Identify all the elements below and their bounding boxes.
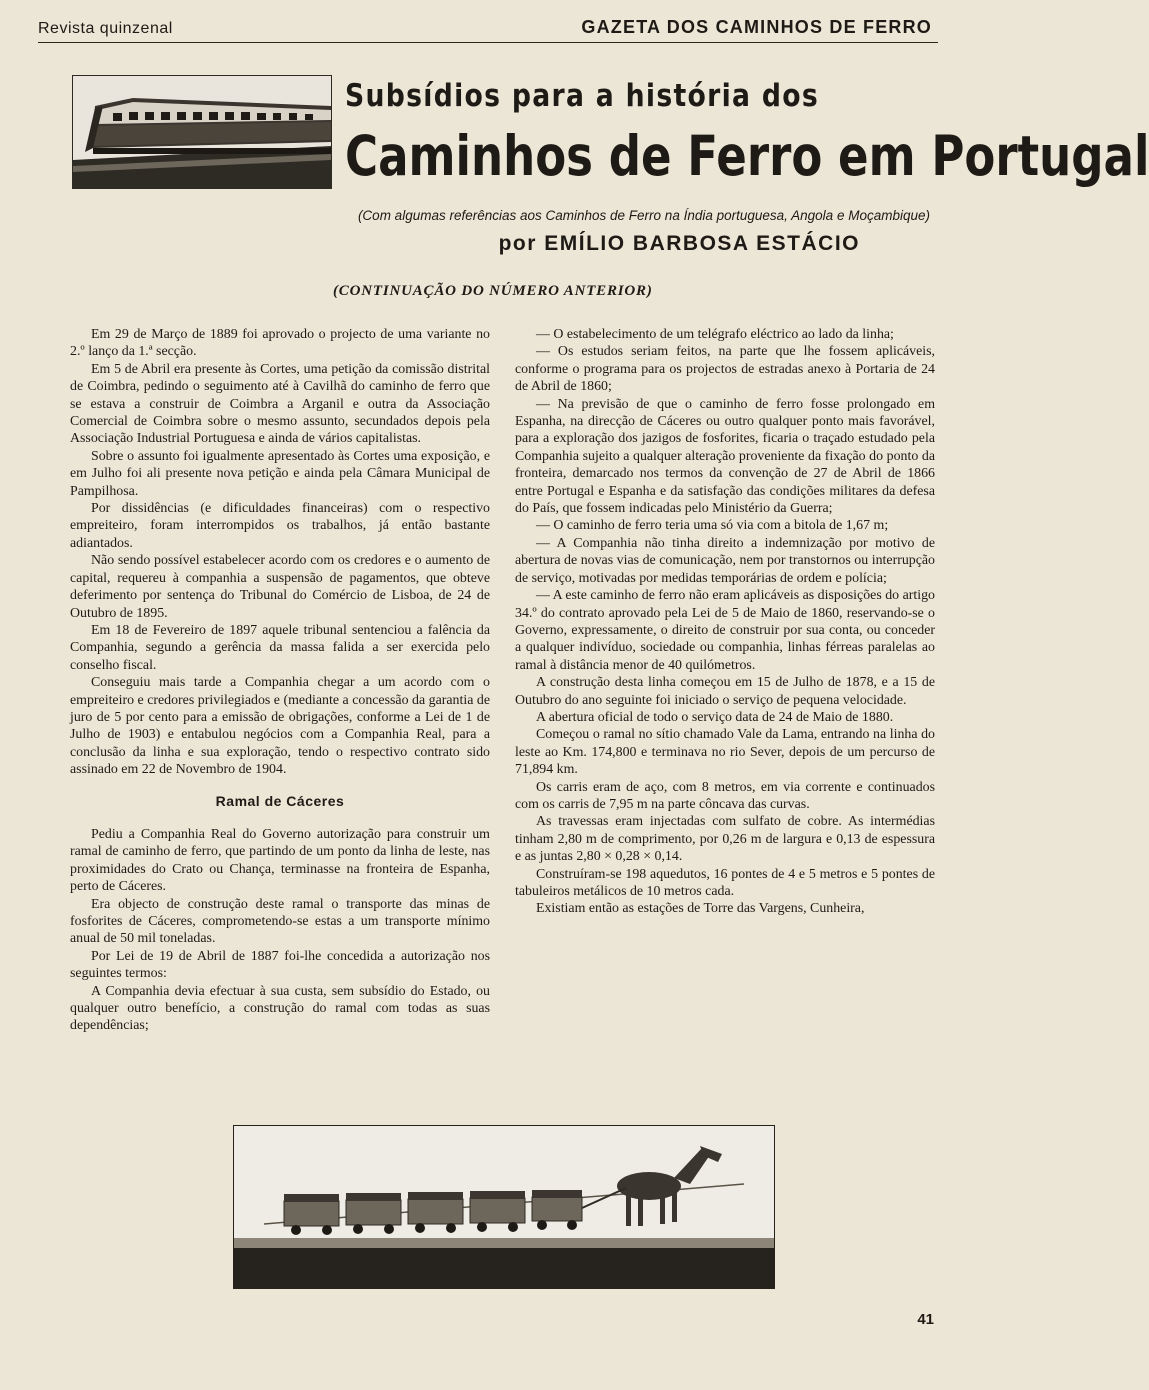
paragraph: Por dissidências (e dificuldades financeiras) com o respectivo empreiteiro, foram interrompidos os trabalhos, já então bastante adiantados. [70, 501, 490, 551]
paragraph: A abertura oficial de todo o serviço data de 24 de Maio de 1880. [536, 709, 894, 725]
paragraph: — A Companhia não tinha direito a indemnização por motivo de abertura de novas vias de comunicação, nem por transtornos ou interrupção de serviço, motivadas por medidas temporárias de ordem e polícia; [515, 535, 935, 586]
paragraph: Era objecto de construção deste ramal o transporte das minas de fosforites de Cáceres, comprometendo-se estas a um transporte mínimo anual de 50 mil toneladas. [70, 896, 490, 947]
article-byline: por EMÍLIO BARBOSA ESTÁCIO [498, 232, 860, 255]
train-illustration [72, 75, 332, 189]
paragraph: Começou o ramal no sítio chamado Vale da Lama, entrando na linha do leste ao Km. 174,800 e terminava no rio Sever, depois de um percurso de 71,894 km. [515, 727, 935, 778]
running-header-left: Revista quinzenal [38, 20, 173, 37]
paragraph: — Os estudos seriam feitos, na parte que lhe fossem aplicáveis, conforme o programa para os projectos de estradas anexo à Portaria de 24 de Abril de 1860; [515, 344, 935, 395]
article-title-line-2: Caminhos de Ferro em Portugal [345, 124, 1149, 188]
paragraph: — O caminho de ferro teria uma só via com a bitola de 1,67 m; [536, 518, 889, 534]
paragraph: Não sendo possível estabelecer acordo com os credores e o aumento de capital, requereu à companhia a suspensão de pagamentos, que obteve deferimento por sentença do Tribunal do Comércio de Lisboa, de 24 de Outubro de 1895. [70, 553, 490, 621]
header-rule [38, 42, 938, 43]
paragraph: Em 29 de Março de 1889 foi aprovado o projecto de uma variante no 2.º lanço da 1.ª secção. [70, 327, 490, 360]
paragraph: Em 18 de Fevereiro de 1897 aquele tribunal sentenciou a falência da Companhia, segundo a gerência da massa falida a ser exercida pelo conselho fiscal. [70, 622, 490, 673]
paragraph: As travessas eram injectadas com sulfato de cobre. As intermédias tinham 2,80 m de comprimento, por 0,26 m de largura e 0,13 de espessura e as juntas 2,80 × 0,28 × 0,14. [515, 814, 935, 865]
article-subtitle: (Com algumas referências aos Caminhos de Ferro na Índia portuguesa, Angola e Moçambique) [357, 208, 930, 223]
paragraph: Existiam então as estações de Torre das Vargens, Cunheira, [536, 901, 865, 917]
running-header-right: GAZETA DOS CAMINHOS DE FERRO [581, 17, 932, 37]
paragraph: — O estabelecimento de um telégrafo eléctrico ao lado da linha; [536, 327, 894, 342]
paragraph: — A este caminho de ferro não eram aplicáveis as disposições do artigo 34.º do contrato aprovado pela Lei de 5 de Maio de 1860, reservando-se o Governo, expressamente, o direito de construir por sua conta, ou conceder a qualquer indivíduo, sociedade ou companhia, linhas férreas paralelas ao ramal à distância menor de 40 quilómetros. [515, 588, 935, 673]
paragraph: — Na previsão de que o caminho de ferro fosse prolongado em Espanha, na direcção de Cáceres ou outro qualquer ponto mais favorável, para a exploração dos jazigos de fosforites, ficaria o traçado estudado pela Companhia sujeito a qualquer alteração proveniente da fixação do ponto da fronteira, demarcado nos termos da convenção de 27 de Abril de 1866 entre Portugal e Espanha e da satisfação das condições militares da defesa do País, que fossem indicadas pelo Ministério da Guerra; [515, 396, 935, 517]
paragraph: Conseguiu mais tarde a Companhia chegar a um acordo com o empreiteiro e credores privilegiados e (mediante a concessão da garantia de juro de 5 por cento para a emissão de obrigações, conforme a Lei de 1 de Julho de 1903) e entabulou negócios com a Companhia Real, para a conclusão da linha e sua exploração, tendo o respectivo contrato sido assinado em 22 de Novembro de 1904. [70, 675, 490, 778]
paragraph: Em 5 de Abril era presente às Cortes, uma petição da comissão distrital de Coimbra, pedindo o seguimento até à Cavilhã do caminho de ferro que se estava a construir de Coimbra a Arganil e outra da Associação Comercial de Coimbra sobre o mesmo assunto, secundados depois pela Associação Industrial Portuguesa e ainda de vários capitalistas. [70, 361, 490, 447]
paragraph: A construção desta linha começou em 15 de Julho de 1878, e a 15 de Outubro do ano seguinte foi iniciado o serviço de pequena velocidade. [515, 675, 935, 708]
horse-drawn-wagons-photo [233, 1125, 775, 1289]
right-column [515, 326, 935, 918]
paragraph: Os carris eram de aço, com 8 metros, em via corrente e continuados com os carris de 7,95 m na parte côncava das curvas. [515, 779, 935, 812]
paragraph: Por Lei de 19 de Abril de 1887 foi-lhe concedida a autorização nos seguintes termos: [70, 948, 490, 982]
paragraph: Construíram-se 198 aquedutos, 16 pontes de 4 e 5 metros e 5 pontes de tabuleiros metálicos de 10 metros cada. [515, 866, 935, 899]
paragraph: Pediu a Companhia Real do Governo autorização para construir um ramal de caminho de ferro, que partindo de um ponto da linha de leste, nas proximidades do Crato ou Chança, terminasse na fronteira de Espanha, perto de Cáceres. [70, 826, 490, 895]
page-number: 41 [917, 1311, 934, 1328]
continuation-note: (CONTINUAÇÃO DO NÚMERO ANTERIOR) [333, 283, 653, 299]
section-heading: Ramal de Cáceres [215, 792, 345, 809]
paragraph: A Companhia devia efectuar à sua custa, sem subsídio do Estado, ou qualquer outro benefício, a construção do ramal com todas as suas dependências; [70, 983, 490, 1034]
paragraph: Sobre o assunto foi igualmente apresentado às Cortes uma exposição, e em Julho foi ali presente nova petição e ainda pela Câmara Municipal de Pampilhosa. [70, 448, 490, 499]
article-title-line-1: Subsídios para a história dos [345, 78, 820, 114]
left-column [70, 326, 490, 1035]
